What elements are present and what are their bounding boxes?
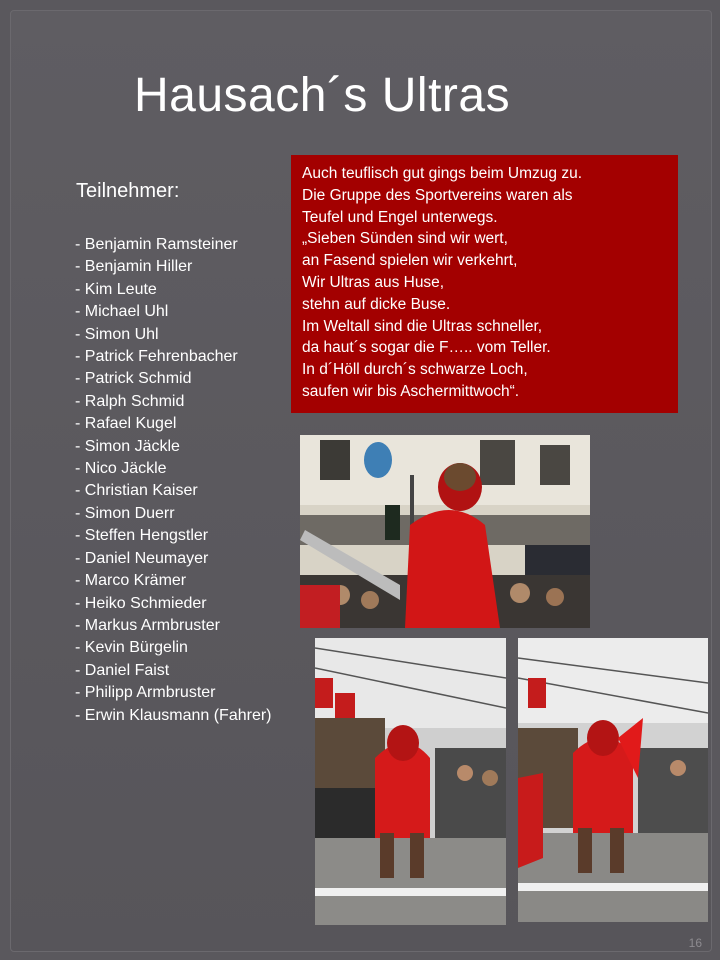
participant-item: - Benjamin Ramsteiner bbox=[75, 236, 238, 253]
devil-costume-photo bbox=[300, 435, 590, 628]
description-line: saufen wir bis Aschermittwoch“. bbox=[302, 382, 520, 400]
participant-item: - Kevin Bürgelin bbox=[75, 639, 188, 657]
participant-item: - Simon Duerr bbox=[75, 504, 175, 522]
parade-devils-photo-left bbox=[315, 638, 506, 925]
description-line: „Sieben Sünden sind wir wert, bbox=[302, 230, 508, 248]
slide-title: Hausach´s Ultras bbox=[134, 69, 511, 122]
description-line: Im Weltall sind die Ultras schneller, bbox=[302, 317, 543, 335]
parade-devils-photo-right bbox=[518, 638, 708, 922]
participant-item: - Steffen Hengstler bbox=[75, 527, 209, 545]
description-line: Auch teuflisch gut gings beim Umzug zu. bbox=[302, 165, 582, 182]
description-line: In d´Höll durch´s schwarze Loch, bbox=[302, 361, 528, 379]
participant-item: - Simon Jäckle bbox=[75, 437, 180, 455]
participant-item: - Markus Armbruster bbox=[75, 616, 220, 634]
participants-list bbox=[75, 234, 272, 727]
participant-item: - Christian Kaiser bbox=[75, 482, 198, 500]
participant-item: - Ralph Schmid bbox=[75, 392, 185, 410]
participant-item: - Daniel Faist bbox=[75, 661, 170, 679]
participant-item: - Michael Uhl bbox=[75, 303, 169, 321]
participant-item: - Heiko Schmieder bbox=[75, 594, 207, 612]
description-line: Wir Ultras aus Huse, bbox=[302, 273, 445, 291]
participant-item: - Patrick Schmid bbox=[75, 370, 192, 388]
description-line: Die Gruppe des Sportvereins waren als bbox=[302, 186, 573, 204]
participant-item: - Simon Uhl bbox=[75, 325, 159, 343]
participant-item: - Philipp Armbruster bbox=[75, 684, 216, 702]
participant-item: - Rafael Kugel bbox=[75, 415, 177, 433]
participant-item: - Daniel Neumayer bbox=[75, 549, 209, 567]
description-line: stehn auf dicke Buse. bbox=[302, 295, 451, 313]
description-line: Teufel und Engel unterwegs. bbox=[302, 208, 498, 226]
participant-item: - Erwin Klausmann (Fahrer) bbox=[75, 706, 272, 724]
participant-item: - Marco Krämer bbox=[75, 572, 187, 590]
description-line: an Fasend spielen wir verkehrt, bbox=[302, 252, 518, 270]
description-line: da haut´s sogar die F….. vom Teller. bbox=[302, 339, 551, 357]
page-number: 16 bbox=[688, 936, 702, 950]
description-textbox bbox=[291, 155, 678, 413]
participant-item: - Kim Leute bbox=[75, 280, 157, 298]
participant-item: - Patrick Fehrenbacher bbox=[75, 348, 238, 366]
participants-heading: Teilnehmer: bbox=[76, 180, 180, 202]
participant-item: - Benjamin Hiller bbox=[75, 258, 193, 276]
participant-item: - Nico Jäckle bbox=[75, 460, 167, 478]
